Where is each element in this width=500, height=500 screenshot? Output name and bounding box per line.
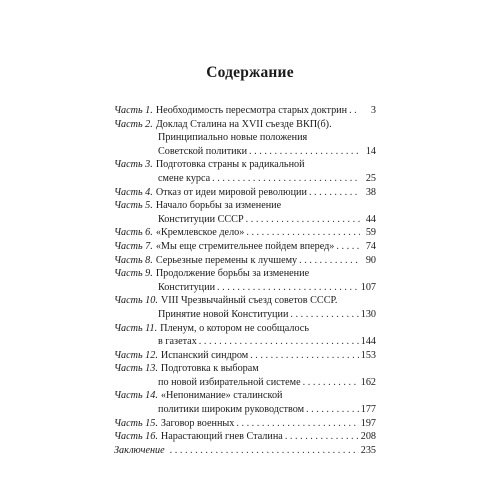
dot-leader	[170, 444, 359, 458]
toc-line	[114, 158, 376, 172]
dot-leader	[217, 281, 359, 295]
toc-part-label: Часть 7.	[114, 240, 153, 252]
toc-line	[114, 131, 376, 145]
toc-line	[114, 267, 376, 281]
toc-entry-title: Принятие новой Конституции	[158, 308, 289, 320]
toc-part-label: Часть 10.	[114, 295, 158, 307]
toc-entry	[114, 118, 376, 159]
dot-leader	[299, 254, 360, 268]
toc-part-label: Заключение	[114, 444, 165, 456]
toc-part-label: Часть 8.	[114, 254, 153, 266]
toc-entry	[114, 254, 376, 268]
dot-leader	[250, 349, 359, 363]
dot-leader	[199, 335, 359, 349]
toc-line	[114, 444, 376, 458]
toc-entry-title: Конституции СССР	[158, 213, 244, 225]
dot-leader	[306, 403, 359, 417]
toc-line	[114, 118, 376, 132]
toc-page-number: 38	[365, 186, 376, 198]
toc-line	[114, 104, 376, 118]
toc-entry-title: Нарастающий гнев Сталина	[160, 431, 283, 443]
toc-entry	[114, 349, 376, 363]
toc-entry	[114, 389, 376, 416]
toc-entry	[114, 104, 376, 118]
toc-entry-title: Продолжение борьбы за изменение	[155, 268, 310, 280]
toc-page-number: 197	[360, 417, 376, 429]
toc-part-label: Часть 15.	[114, 417, 158, 429]
toc-page-number: 107	[360, 281, 376, 293]
toc-entry-title: Подготовка к выборам	[160, 363, 259, 375]
toc-part-label: Часть 14.	[114, 390, 158, 402]
toc-entry	[114, 362, 376, 389]
toc-entry-title: смене курса	[158, 172, 211, 184]
toc-entry-title: Испанский синдром	[160, 349, 249, 361]
toc-line	[114, 376, 376, 390]
toc-line	[114, 186, 376, 200]
dot-leader	[246, 226, 360, 240]
toc-entry	[114, 430, 376, 444]
toc-entry	[114, 294, 376, 321]
toc-entry	[114, 226, 376, 240]
toc-entry	[114, 199, 376, 226]
toc-line	[114, 389, 376, 403]
toc-line	[114, 213, 376, 227]
toc-entry	[114, 322, 376, 349]
toc-line	[114, 362, 376, 376]
toc-line	[114, 430, 376, 444]
toc-page-number: 162	[360, 376, 376, 388]
toc-part-label: Часть 2.	[114, 118, 153, 130]
toc-entry-title: VIII Чрезвычайный съезд советов СССР.	[160, 295, 338, 307]
dot-leader	[349, 104, 360, 118]
toc-entry-title: Серьезные перемены к лучшему	[155, 254, 298, 266]
toc-line	[114, 308, 376, 322]
dot-leader	[212, 172, 360, 186]
toc-entry-title: «Мы еще стремительнее пойдем вперед»	[155, 240, 335, 252]
toc-entry-title: Подготовка страны к радикальной	[155, 159, 305, 171]
toc-entry-title: Конституции	[158, 281, 216, 293]
toc-line	[114, 226, 376, 240]
toc-part-label: Часть 11.	[114, 322, 158, 334]
toc-line	[114, 403, 376, 417]
toc-entry-title: Необходимость пересмотра старых доктрин	[155, 105, 348, 116]
dot-leader	[290, 308, 358, 322]
toc-entry	[114, 158, 376, 185]
toc-entry-title: Начало борьбы за изменение	[155, 200, 282, 212]
toc-page-number: 14	[365, 145, 376, 157]
toc-page-number: 235	[360, 444, 376, 456]
toc-entry-title: по новой избирательной системе	[158, 376, 301, 388]
toc-page-number: 74	[365, 240, 376, 252]
toc-line	[114, 199, 376, 213]
dot-leader	[236, 417, 358, 431]
dot-leader	[246, 213, 360, 227]
toc-entry	[114, 240, 376, 254]
toc-line	[114, 349, 376, 363]
toc-page-number: 25	[365, 172, 376, 184]
dot-leader	[309, 186, 360, 200]
toc-page-number: 3	[370, 105, 376, 116]
toc-page-number: 44	[365, 213, 376, 225]
toc-page-number: 153	[360, 349, 376, 361]
dot-leader	[336, 240, 360, 254]
toc-page-number: 130	[360, 308, 376, 320]
toc-entry-title: Заговор военных	[160, 417, 235, 429]
toc-page-number: 144	[360, 336, 376, 348]
toc-line	[114, 145, 376, 159]
toc-part-label: Часть 16.	[114, 431, 158, 443]
toc-part-label: Часть 3.	[114, 159, 153, 171]
toc-line	[114, 294, 376, 308]
toc-part-label: Часть 12.	[114, 349, 158, 361]
toc-part-label: Часть 1.	[114, 105, 153, 116]
toc-part-label: Часть 9.	[114, 268, 153, 280]
toc-part-label: Часть 13.	[114, 363, 158, 375]
toc-entry-title: «Непонимание» сталинской	[160, 390, 283, 402]
toc-line	[114, 335, 376, 349]
toc-line	[114, 322, 376, 336]
toc-entry-title: Доклад Сталина на XVII съезде ВКП(б).	[155, 118, 332, 130]
toc-line	[114, 172, 376, 186]
toc-part-label: Часть 5.	[114, 200, 153, 212]
toc-line	[114, 240, 376, 254]
toc-entry	[114, 267, 376, 294]
toc-page-number: 59	[365, 227, 376, 239]
toc-part-label: Часть 6.	[114, 227, 153, 239]
toc-entry	[114, 186, 376, 200]
toc-entry-title: в газетах	[158, 336, 197, 348]
toc-page-number: 208	[360, 431, 376, 443]
toc-entry	[114, 417, 376, 431]
dot-leader	[285, 430, 359, 444]
toc-entry-title: Советской политики	[158, 145, 248, 157]
page-title: Содержание	[206, 64, 294, 81]
toc-entry	[114, 444, 376, 458]
toc-line	[114, 254, 376, 268]
toc-entry-title: политики широким руководством	[158, 404, 305, 416]
toc-page-number: 90	[365, 254, 376, 266]
toc-entry-title: Пленум, о котором не сообщалось	[160, 322, 309, 334]
toc-entry-title: Принципиально новые положения	[158, 132, 308, 144]
toc-part-label: Часть 4.	[114, 186, 153, 198]
toc-page-number: 177	[360, 404, 376, 416]
table-of-contents	[114, 104, 376, 457]
toc-line	[114, 417, 376, 431]
dot-leader	[303, 376, 359, 390]
toc-entry-title: Отказ от идеи мировой революции	[155, 186, 307, 198]
toc-entry-title: «Кремлевское дело»	[155, 227, 245, 239]
dot-leader	[249, 145, 360, 159]
toc-line	[114, 281, 376, 295]
